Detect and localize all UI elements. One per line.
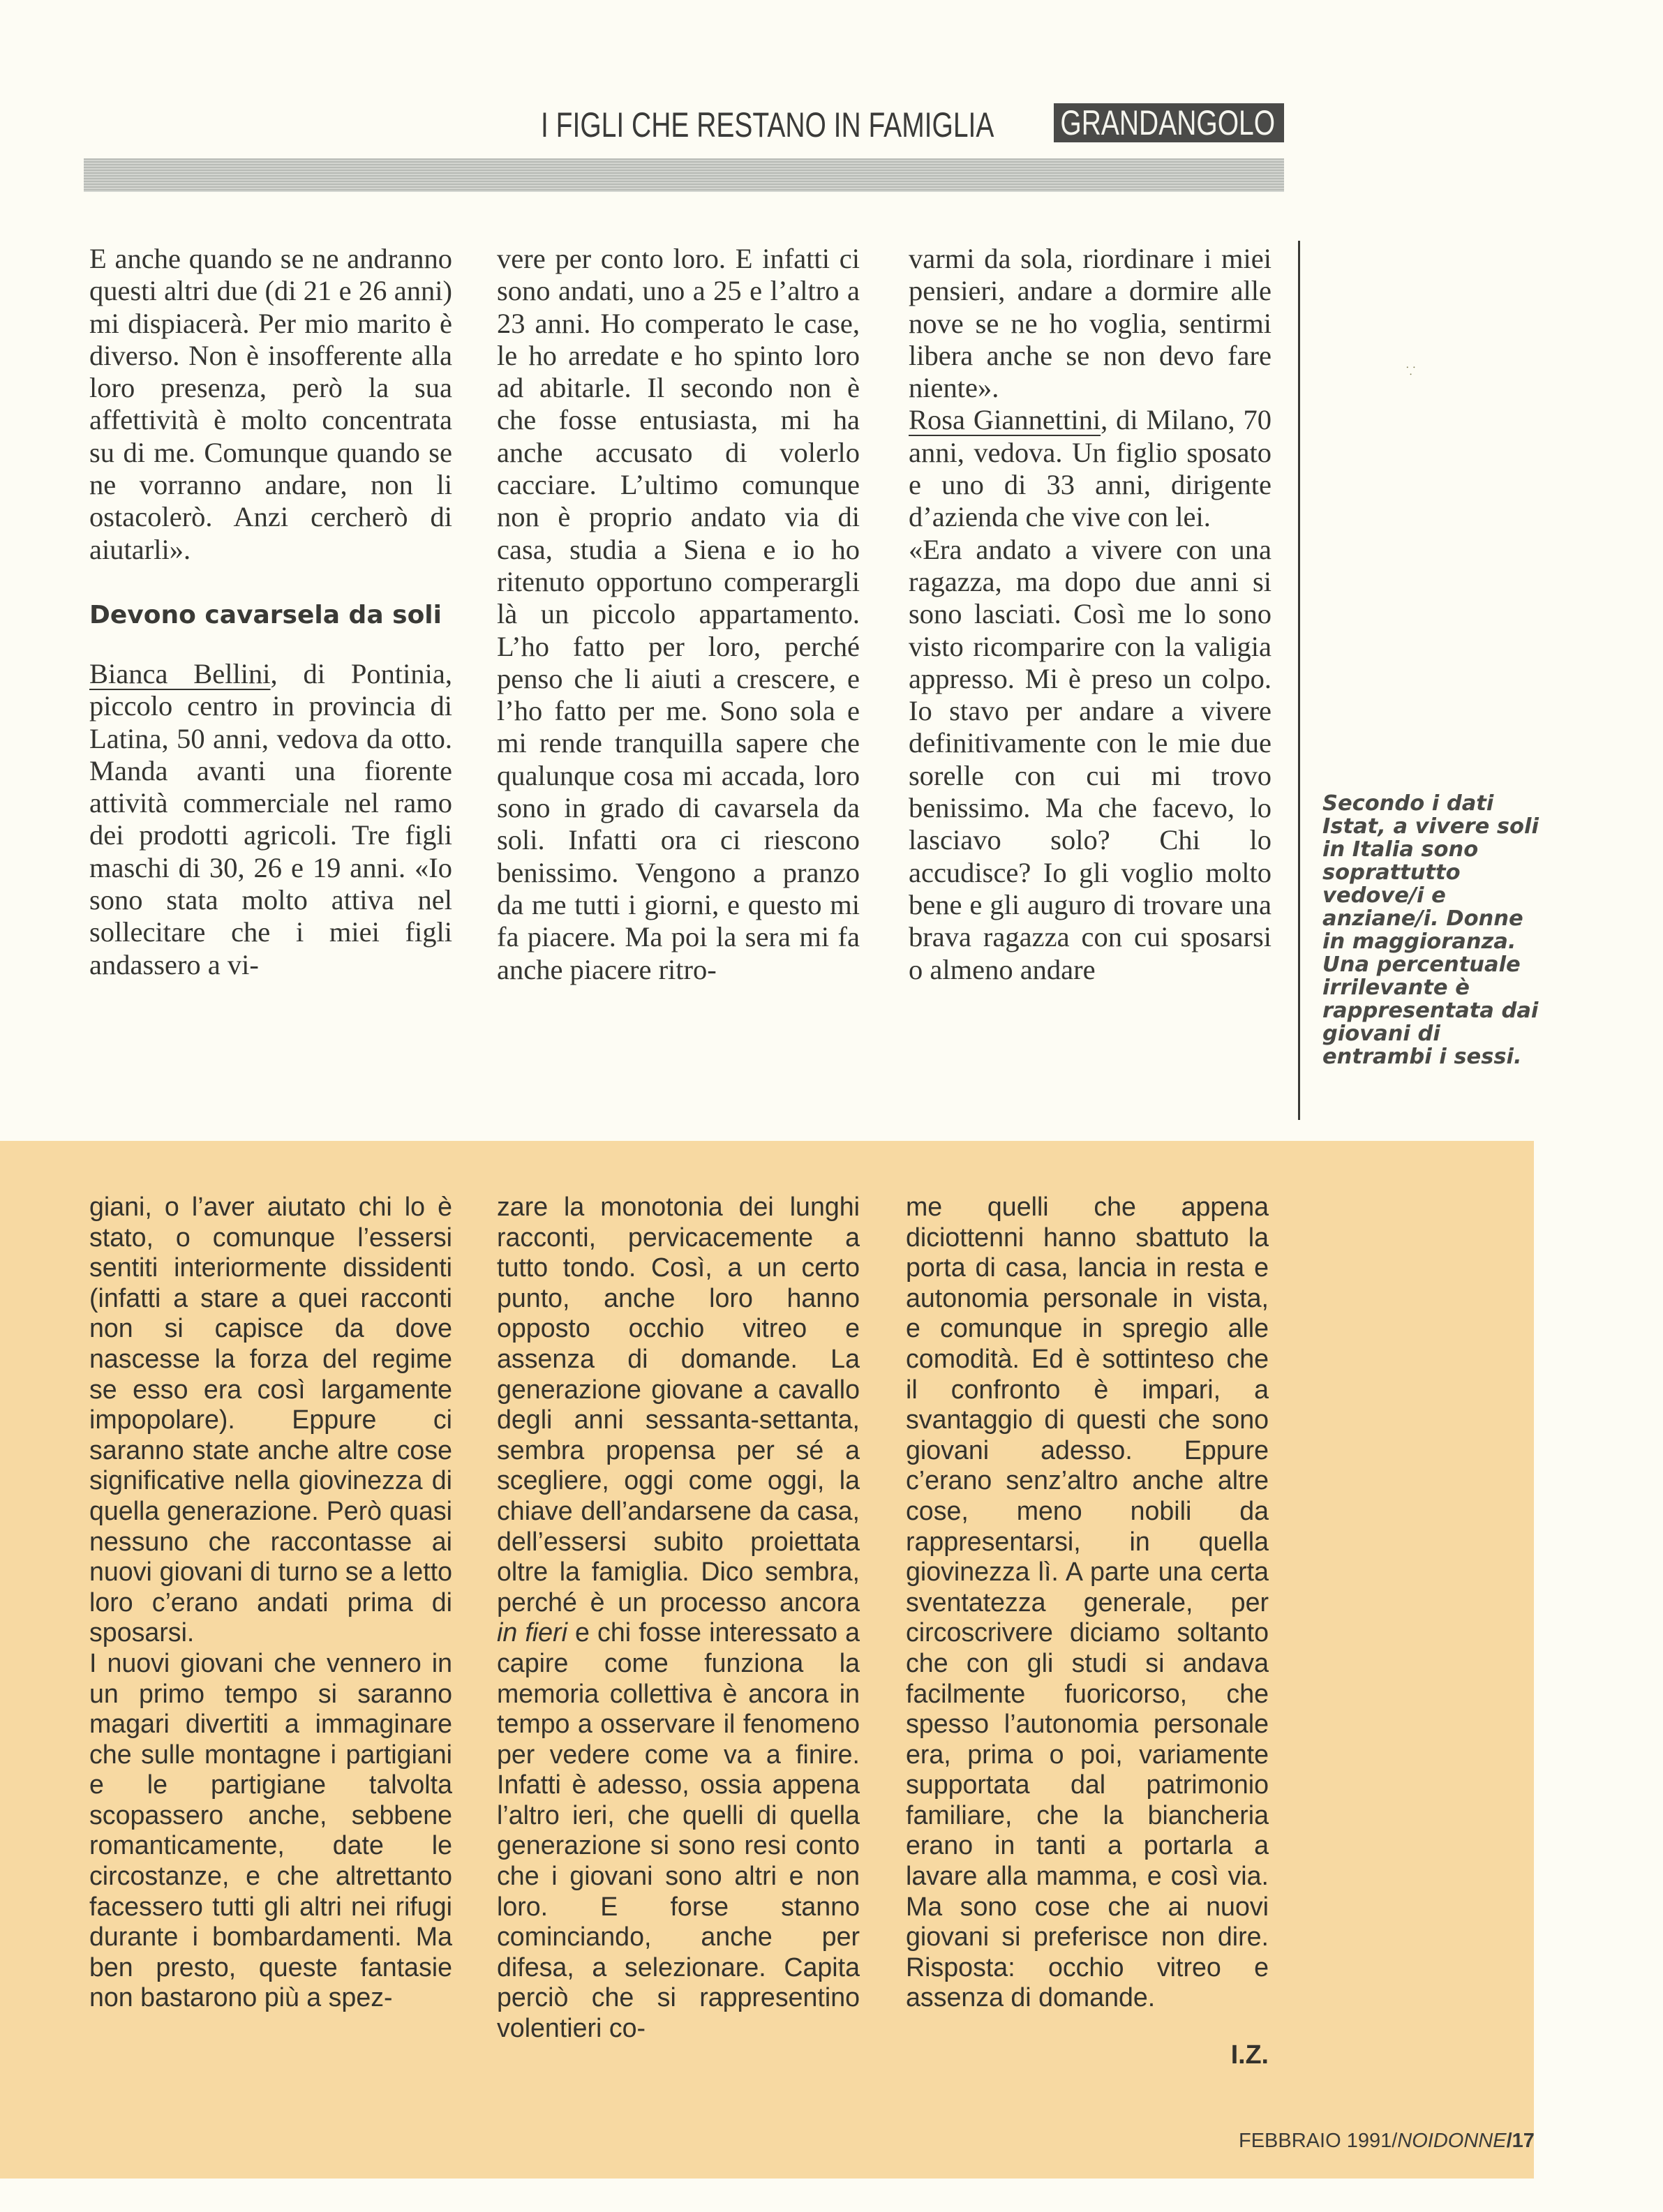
box-column-2 <box>497 1192 860 2044</box>
page-footer <box>1239 2130 1535 2153</box>
paragraph: vere per conto loro. E infatti ci sono andati, uno a 25 e l’altro a 23 anni. Ho comperato le case, le ho arredate e ho spinto loro ad abitarle. Il secondo non è che fosse entusiasta, mi ha anche accusato di volerlo cacciare. L’ultimo comunque non è proprio andato via di casa, studia a Siena e io ho ritenuto opportuno comperargli là un piccolo appartamento. L’ho fatto per loro, perché penso che li aiuti a crescere, e l’ho fatto per me. Sono sola e mi rende tranquilla sapere che qualunque cosa mi accada, loro sono in grado di cavarsela da soli. Infatti ora ci riescono benissimo. Vengono a pranzo da me tutti i giorni, e questo mi fa piacere. Ma poi la sera mi fa anche piacere ritro- <box>497 243 860 985</box>
section-tag <box>1054 103 1284 142</box>
paragraph: varmi da sola, riordinare i miei pensieri, andare a dormire alle nove se ne ho voglia, sentirmi libera anche se non devo fare niente». <box>909 243 1272 404</box>
paragraph: I nuovi giovani che vennero in un primo tempo si saranno magari divertiti a immaginare che sulle montagne i partigiani e le partigiane talvolta scopassero anche, sebbene romanticamente, date le circostanze, e che altrettanto facessero tutti gli altri nei rifugi durante i bombardamenti. Ma ben presto, queste fantasie non bastarono più a spez- <box>89 1647 452 2012</box>
box-column-1 <box>89 1192 452 2013</box>
paragraph: giani, o l’aver aiutato chi lo è stato, o comunque l’essersi sentiti interiormente dissidenti (infatti a stare a quei racconti non si capisce da dove nascesse la forza del regime se esso era così largamente impopolare). Eppure ci saranno state anche altre cose significative nella giovinezza di quella generazione. Però quasi nessuno che raccontasse ai nuovi giovani di turno se a letto loro c’erano andati prima di sposarsi. <box>89 1192 452 1647</box>
footer-magazine: NOIDONNE <box>1397 2130 1507 2152</box>
article-column-3 <box>909 243 1272 986</box>
box-column-3 <box>906 1192 1269 2070</box>
paragraph: E anche quando se ne andranno questi altri due (di 21 e 26 anni) mi dispiacerà. Per mio marito è diverso. Non è insofferente alla loro presenza, però la sua affettività è molto concentrata su di me. Comunque quando se ne vorranno andare, non li ostacolerò. Anzi cercherò di aiutarli». <box>89 243 452 565</box>
author-signature: I.Z. <box>1230 2040 1269 2070</box>
italic-phrase: in fieri <box>497 1617 567 1647</box>
footer-page-number: /17 <box>1506 2130 1535 2152</box>
subheading: Devono cavarsela da soli <box>89 600 442 629</box>
person-name: Bianca Bellini <box>89 657 271 689</box>
paragraph <box>497 1192 860 2044</box>
section-tag-label: GRANDANGOLO <box>1060 103 1276 142</box>
paragraph-text: zare la monotonia dei lunghi racconti, pervicacemente a tutto tondo. Così, a un certo punto, anche loro hanno opposto occhio vitreo e assenza di domande. La generazione giovane a cavallo degli anni sessanta-settanta, sembra propensa per sé a scegliere, oggi come oggi, la chiave dell’andarsene da casa, dell’essersi subito proiettata oltre la famiglia. Dico sembra, perché è un processo ancora <box>497 1192 860 1617</box>
paragraph-text: , di Pontinia, piccolo centro in provincia di Latina, 50 anni, vedova da otto. Manda avanti una fiorente attività commerciale nel ramo dei prodotti agricoli. Tre figli maschi di 30, 26 e 19 anni. «Io sono stata molto attiva nel sollecitare che i miei figli andassero a vi- <box>89 657 452 980</box>
paragraph-text: , di Milano, 70 anni, vedova. Un figlio sposato e uno di 33 anni, dirigente d’azienda che vive con lei. <box>909 404 1272 533</box>
paragraph: «Era andato a vivere con una ragazza, ma dopo due anni si sono lasciati. Così me lo sono visto ricomparire con la valigia appresso. Mi è preso un colpo. Io stavo per andare a vivere definitivamente con le mie due sorelle con cui mi trovo benissimo. Ma che facevo, lo lasciavo solo? Chi lo accudisce? Io gli voglio molto bene e gli auguro di trovare una brava ragazza con cui sposarsi o almeno andare <box>909 533 1272 985</box>
paragraph <box>89 658 452 981</box>
article-column-2 <box>497 243 860 986</box>
article-column-1 <box>89 243 452 981</box>
footer-issue: FEBBRAIO 1991/ <box>1239 2130 1398 2152</box>
paragraph: me quelli che appena diciottenni hanno sbattuto la porta di casa, lancia in resta e autonomia personale in vista, e comunque in spregio alle comodità. Ed è sottinteso che il confronto è impari, a svantaggio di questi che sono giovani adesso. Eppure c’erano senz’altro anche altre cose, meno nobili da rappresentarsi, in quella giovinezza lì. A parte una certa sventatezza generale, per circoscrivere diciamo soltanto che con gli studi si andava facilmente fuoricorso, che spesso l’autonomia personale era, prima o poi, variamente supportata dal patrimonio familiare, che la biancheria erano in tanti a portarla a lavare alla mamma, e così via. Ma sono cose che ai nuovi giovani si preferisce non dire. Risposta: occhio vitreo e assenza di domande. <box>906 1192 1269 2012</box>
header-band <box>84 158 1284 192</box>
paragraph <box>909 404 1272 533</box>
ink-speck: ⸪ <box>1406 364 1416 378</box>
paragraph-text: e chi fosse interessato a capire come funziona la memoria collettiva è ancora in tempo a osservare il fenomeno per vedere come va a finire. Infatti è adesso, ossia appena l’altro ieri, che quelli di quella generazione si sono resi conto che i giovani sono altri e non loro. E forse stanno cominciando, anche per difesa, a selezionare. Capita perciò che si rappresentino volentieri co- <box>497 1617 860 2043</box>
person-name: Rosa Giannettini <box>909 404 1101 436</box>
column-divider <box>1298 241 1300 1120</box>
side-caption: Secondo i dati Istat, a vivere soli in Italia sono soprattutto vedove/i e anziane/i. Donne in maggioranza. Una percentuale irrilevante è rappresentata dai giovani di entrambi i sessi. <box>1322 791 1539 1069</box>
section-title: I FIGLI CHE RESTANO IN FAMIGLIA <box>541 105 994 144</box>
